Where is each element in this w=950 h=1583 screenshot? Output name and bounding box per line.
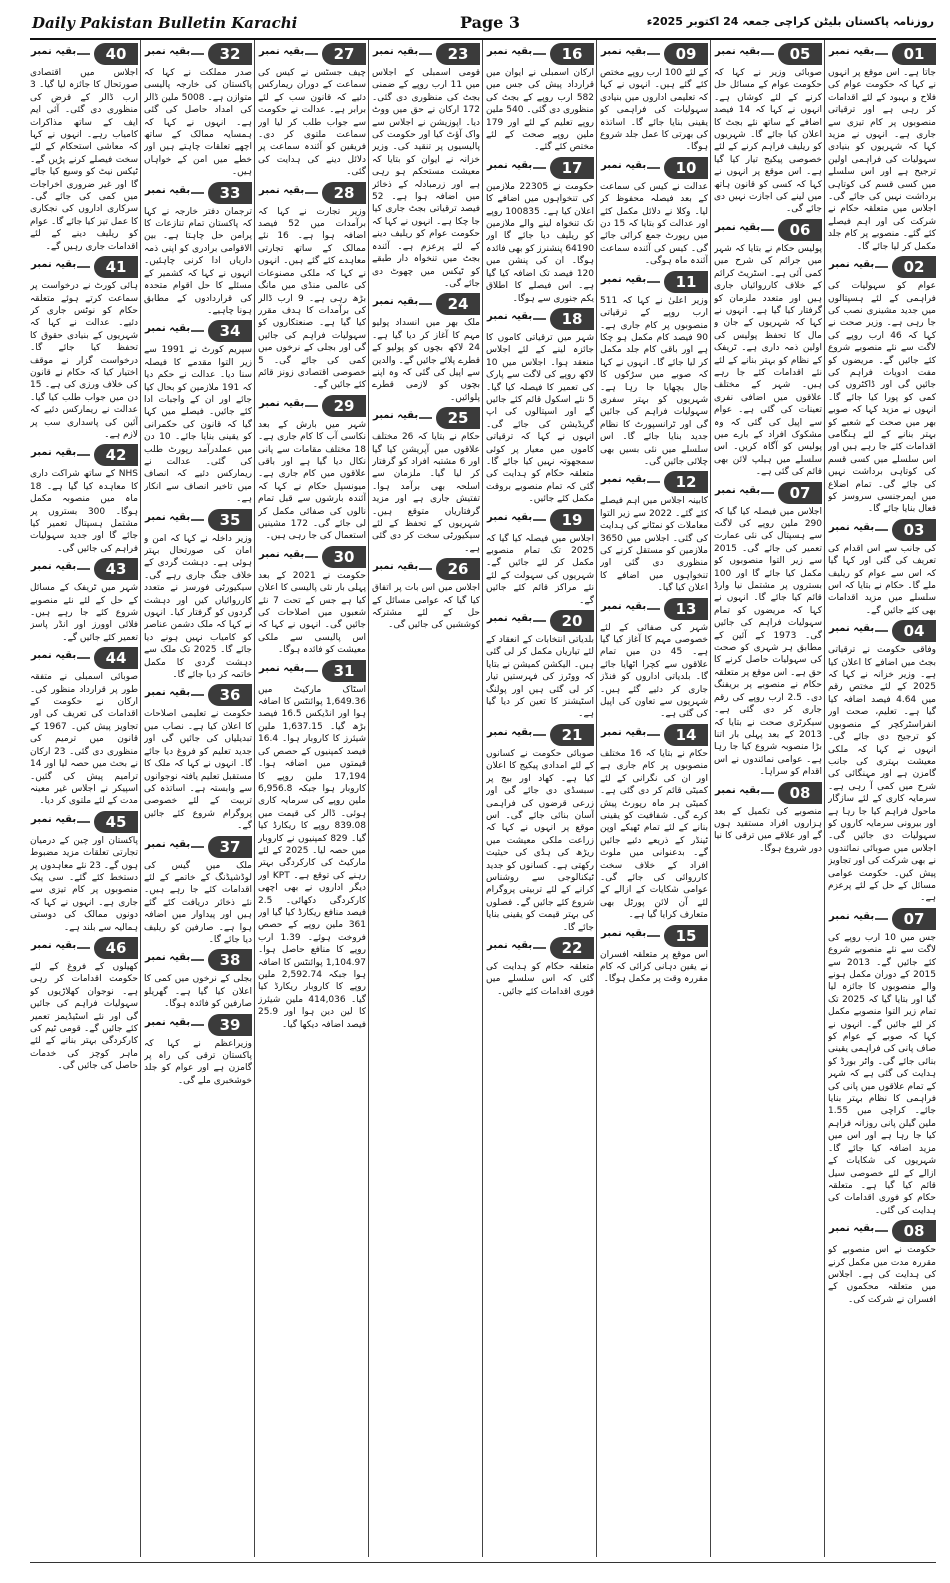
entry-number-badge: 21 [550, 724, 594, 746]
entry-label: بقیہ نمبر [373, 561, 419, 573]
entry-number-badge: 43 [94, 558, 138, 580]
entry-label: بقیہ نمبر [487, 511, 533, 523]
entry-number-badge: 36 [208, 684, 252, 706]
entry-number-badge: 40 [94, 43, 138, 65]
entry-label: بقیہ نمبر [829, 1223, 875, 1235]
entry-text: کھیلوں کے فروغ کے لئے حکومت اقدامات کر رہی ہے۔ نوجوان کھلاڑیوں کو سہولیات فراہم کی جائیں گی اور نئے اسٹیڈیمز تعمیر کئے جائیں گے۔ قومی ٹیم کی کارکردگی بہتر بنانے کے لئے ماہر کوچز کی خدمات حاصل کی جائیں گی۔ [30, 961, 138, 1072]
entry-text: اجلاس میں فیصلہ کیا گیا کہ 290 ملین روپے کی لاگت سے ہسپتال کی نئی عمارت تعمیر کی جائے گی۔ 2015 سے زیر التوا منصوبوں کو مکمل کیا جائے گا اور 100 بستروں پر مشتمل نیا وارڈ قائم کیا جائے گا۔ انہوں نے کہا کہ مریضوں کو تمام سہولیات فراہم کی جائیں گی۔ 1973 کے آئین کے مطابق ہر شہری کو صحت کی سہولیات حاصل کرنے کا حق ہے۔ اس موقع پر متعلقہ حکام نے منصوبے پر بریفنگ دی۔ 2.5 ارب روپے کی رقم جاری کر دی گئی ہے۔ سیکرٹری صحت نے بتایا کہ 2013 کے بعد پہلی بار اتنا بڑا منصوبہ شروع کیا جا رہا ہے۔ عوامی نمائندوں نے اس اقدام کو سراہا۔ [714, 506, 822, 778]
entry-number-badge: 15 [664, 925, 708, 947]
entry-label: بقیہ نمبر [715, 221, 761, 233]
entry-label: بقیہ نمبر [145, 687, 191, 699]
entry-text: صوبائی اسمبلی نے متفقہ طور پر قرارداد منظور کی۔ ارکان نے حکومت کے اقدامات کی تعریف کی اور تجاویز پیش کیں۔ 1967 کے قانون میں ترمیم کی منظوری دی گئی۔ 23 ارکان نے بحث میں حصہ لیا اور 14 ترامیم پیش کی گئیں۔ اسپیکر نے اجلاس غیر معینہ مدت کے لئے ملتوی کر دیا۔ [30, 672, 138, 807]
news-column [258, 40, 366, 1557]
entry-label: بقیہ نمبر [601, 927, 647, 939]
entry-number-badge: 23 [436, 43, 480, 65]
entry-number-badge: 35 [208, 509, 252, 531]
entry-label: بقیہ نمبر [829, 259, 875, 271]
entry-number-header [600, 157, 708, 179]
entry-label: بقیہ نمبر [373, 296, 419, 308]
entry-number-header [600, 271, 708, 293]
entry-number-badge: 11 [664, 271, 708, 293]
entry-number-header [258, 43, 366, 65]
column-rule [596, 40, 597, 1557]
entry-text: ملک میں گیس کی لوڈشیڈنگ کے خاتمے کے لئے اقدامات کئے جا رہے ہیں۔ نئے ذخائر دریافت کئے گئے ہیں اور پیداوار میں اضافہ ہوا ہے۔ صارفین کو ریلیف دیا جائے گا۔ [144, 860, 252, 945]
entry-number-header [30, 43, 138, 65]
entry-number-badge: 44 [94, 647, 138, 669]
entry-number-badge: 27 [322, 43, 366, 65]
publication-title: Daily Pakistan Bulletin Karachi [32, 14, 298, 32]
entry-number-header [144, 43, 252, 65]
news-columns [30, 40, 936, 1557]
entry-number-header [30, 256, 138, 278]
entry-number-header [828, 43, 936, 65]
entry-label: بقیہ نمبر [373, 46, 419, 57]
entry-label: بقیہ نمبر [31, 46, 77, 57]
entry-number-header [600, 724, 708, 746]
entry-number-badge: 28 [322, 182, 366, 204]
entry-number-badge: 31 [322, 660, 366, 682]
entry-number-header [486, 157, 594, 179]
entry-number-header [30, 444, 138, 466]
entry-number-header [600, 925, 708, 947]
entry-number-header [30, 937, 138, 959]
entry-text: اجلاس میں اس بات پر اتفاق کیا گیا کہ عوامی مسائل کے حل کے لئے مشترکہ کوششیں کی جائیں گی۔ [372, 583, 480, 631]
entry-number-header [714, 219, 822, 241]
entry-text: پولیس حکام نے بتایا کہ شہر میں جرائم کی شرح میں کمی آئی ہے۔ اسٹریٹ کرائم کے خلاف کارروائیاں جاری ہیں اور متعدد ملزمان کو گرفتار کیا گیا ہے۔ انہوں نے کہا کہ شہریوں کے جان و مال کا تحفظ پولیس کی اولین ذمہ داری ہے۔ ٹریفک کے نظام کو بہتر بنانے کے لئے نئے اقدامات کئے جا رہے ہیں۔ شہر کے مختلف علاقوں میں اضافی نفری تعینات کی گئی ہے۔ عوام سے اپیل کی گئی کہ وہ مشکوک افراد کے بارے میں پولیس کو آگاہ کریں۔ اس سلسلے میں ہیلپ لائن بھی قائم کی گئی ہے۔ [714, 243, 822, 478]
entry-text: حکومت نے 2021 کے بعد پہلی بار نئی پالیسی کا اعلان کیا ہے جس کے تحت 7 نئے شعبوں میں اصلاحات کی جائیں گی۔ انہوں نے کہا کہ اس پالیسی سے ملکی معیشت کو فائدہ ہوگا۔ [258, 570, 366, 656]
news-column [486, 40, 594, 1557]
entry-label: بقیہ نمبر [601, 600, 647, 612]
entry-text: وزیراعظم نے کہا کہ پاکستان ترقی کی راہ پر گامزن ہے اور عوام کو جلد خوشخبری ملے گی۔ [144, 1038, 252, 1086]
entry-text: کی جانب سے اس اقدام کی تعریف کی گئی اور کہا گیا کہ اس سے عوام کو ریلیف ملے گا۔ حکام نے بتایا کہ اس سلسلے میں مزید اقدامات بھی کئے جائیں گے۔ [828, 543, 936, 616]
entry-number-header [372, 558, 480, 580]
entry-text: ارکان اسمبلی نے ایوان میں قرارداد پیش کی جس میں 582 ارب روپے کے بجٹ کی منظوری دی گئی۔ 540 ملین روپے تعلیم کے لئے اور 179 ملین روپے صحت کے لئے مختص کئے گئے۔ [486, 68, 594, 153]
entry-text: حکومت نے اس منصوبے کو مقررہ مدت میں مکمل کرنے کی ہدایت کی ہے۔ اجلاس میں متعلقہ محکموں کے افسران نے شرکت کی۔ [828, 1245, 936, 1305]
entry-number-header [144, 836, 252, 858]
entry-number-badge: 06 [778, 219, 822, 241]
news-column [600, 40, 708, 1557]
entry-label: بقیہ نمبر [259, 397, 305, 409]
entry-number-header [486, 724, 594, 746]
entry-label: بقیہ نمبر [601, 46, 647, 57]
entry-number-header [144, 1014, 252, 1036]
entry-text: NHS کے ساتھ شراکت داری کا معاہدہ کیا گیا ہے۔ 18 ماہ میں منصوبہ مکمل ہوگا۔ 300 بستروں پر مشتمل ہسپتال تعمیر کیا جائے گا اور جدید سہولیات فراہم کی جائیں گی۔ [30, 469, 138, 554]
entry-number-header [258, 660, 366, 682]
entry-number-badge: 07 [892, 908, 936, 930]
news-column [30, 40, 138, 1557]
entry-text: شہر میں بارش کے بعد نکاسی آب کا کام جاری ہے۔ 18 مختلف مقامات سے پانی نکال دیا گیا ہے اور باقی علاقوں میں کام جاری ہے۔ میونسپل حکام نے کہا کہ آئندہ بارشوں سے قبل تمام نالوں کی صفائی مکمل کر لی جائے گی۔ 172 مشینیں استعمال کی جا رہی ہیں۔ [258, 419, 366, 542]
entry-number-badge: 04 [892, 620, 936, 642]
entry-text: عوام کو سہولیات کی فراہمی کے لئے ہسپتالوں میں جدید مشینری نصب کی جا رہی ہے۔ وزیر صحت نے کہا کہ 46 ارب روپے کی لاگت سے نئے منصوبے شروع کئے جائیں گے۔ مریضوں کو مفت ادویات فراہم کی جائیں گی اور ڈاکٹروں کی کمی کو پورا کیا جائے گا۔ انہوں نے مزید کہا کہ صوبے بھر میں صحت کے شعبے کو بہتر بنانے کے لئے ہنگامی اقدامات کئے جا رہے ہیں اور اس سلسلے میں کسی قسم کی کوتاہی برداشت نہیں کی جائے گی۔ تمام اضلاع میں ایمرجنسی سروسز کو فعال بنایا جائے گا۔ [828, 281, 936, 515]
entry-text: قومی اسمبلی کے اجلاس میں 11 ارب روپے کے ضمنی بجٹ کی منظوری دی گئی۔ 172 ارکان نے حق میں ووٹ دیا۔ اپوزیشن نے اجلاس سے واک آؤٹ کیا اور حکومت کی پالیسیوں پر تنقید کی۔ وزیر خزانہ نے ایوان کو بتایا کہ معیشت مستحکم ہو رہی ہے اور زرمبادلہ کے ذخائر میں اضافہ ہوا ہے۔ 52 فیصد ترقیاتی بجٹ جاری کیا جا چکا ہے۔ انہوں نے کہا کہ حکومت عوام کو ریلیف دینے کے لئے پرعزم ہے۔ آئندہ بجٹ میں تنخواہ دار طبقے کو ٹیکس میں چھوٹ دی جائے گی۔ [372, 68, 480, 289]
entry-number-badge: 42 [94, 444, 138, 466]
news-column [144, 40, 252, 1557]
entry-text: بجلی کے نرخوں میں کمی کا اعلان کیا گیا ہے۔ گھریلو صارفین کو فائدہ ہوگا۔ [144, 974, 252, 1010]
entry-label: بقیہ نمبر [145, 952, 191, 964]
entry-number-badge: 30 [322, 546, 366, 568]
entry-text: وزیر اعلیٰ نے کہا کہ 511 ارب روپے کے ترقیاتی منصوبوں پر کام جاری ہے۔ 90 فیصد کام مکمل ہو چکا ہے اور باقی کام جلد مکمل کر لیا جائے گا۔ انہوں نے کہا کہ صوبے میں سڑکوں کا جال بچھایا جا رہا ہے۔ شہریوں کو بہتر سفری سہولیات فراہم کی جائیں گی اور ٹرانسپورٹ کا نظام جدید بنایا جائے گا۔ اس سلسلے میں نئی بسیں بھی چلائی جائیں گی۔ [600, 295, 708, 467]
entry-number-badge: 37 [208, 836, 252, 858]
page-number: Page 3 [460, 13, 521, 32]
entry-number-header [828, 620, 936, 642]
entry-label: بقیہ نمبر [145, 511, 191, 523]
entry-label: بقیہ نمبر [31, 650, 77, 662]
entry-number-header [828, 908, 936, 930]
entry-number-header [144, 182, 252, 204]
entry-number-header [600, 43, 708, 65]
entry-label: بقیہ نمبر [259, 548, 305, 560]
entry-number-badge: 34 [208, 320, 252, 342]
entry-label: بقیہ نمبر [829, 521, 875, 533]
entry-number-header [486, 610, 594, 632]
entry-text: ترجمان دفتر خارجہ نے کہا کہ پاکستان تمام تنازعات کا پرامن حل چاہتا ہے۔ بین الاقوامی برادری کو اپنی ذمہ داریاں ادا کرنی چاہئیں۔ انہوں نے کہا کہ کشمیر کے مسئلے کا حل اقوام متحدہ کی قراردادوں کے مطابق ہونا چاہیے۔ [144, 206, 252, 316]
entry-label: بقیہ نمبر [487, 726, 533, 738]
entry-label: بقیہ نمبر [601, 273, 647, 285]
entry-label: بقیہ نمبر [601, 159, 647, 171]
entry-number-badge: 12 [664, 471, 708, 493]
entry-label: بقیہ نمبر [259, 184, 305, 196]
entry-number-header [144, 949, 252, 971]
entry-number-header [714, 782, 822, 804]
entry-text: کابینہ اجلاس میں اہم فیصلے کئے گئے۔ 2022 سے زیر التوا معاملات کو نمٹانے کی ہدایت کی گئی۔ اجلاس میں 3650 ملازمین کو مستقل کرنے کی منظوری دی گئی اور تنخواہوں میں اضافے کا اعلان کیا گیا۔ [600, 496, 708, 594]
entry-text: عدالت نے کیس کی سماعت کے بعد فیصلہ محفوظ کر لیا۔ وکلا نے دلائل مکمل کئے اور عدالت کو بتایا کہ 15 دن میں رپورٹ جمع کرائی جائے گی۔ کیس کی آئندہ سماعت آئندہ ماہ ہوگی۔ [600, 181, 708, 267]
entry-number-badge: 45 [94, 811, 138, 833]
entry-number-badge: 22 [550, 937, 594, 959]
entry-number-header [828, 519, 936, 541]
entry-text: اجلاس میں اقتصادی صورتحال کا جائزہ لیا گیا۔ 3 ارب ڈالر کے قرض کی منظوری دی گئی۔ آئی ایم ایف کے ساتھ مذاکرات کامیاب رہے۔ انہوں نے کہا کہ معاشی استحکام کے لئے سخت فیصلے کرنے پڑیں گے۔ ٹیکس نیٹ کو وسیع کیا جائے گا اور غیر ضروری اخراجات میں کمی کی جائے گی۔ سرکاری اداروں کی نجکاری کا عمل تیز کیا جائے گا۔ عوام کو ریلیف دینے کے لئے اقدامات جاری رہیں گے۔ [30, 68, 138, 252]
entry-text: جس میں 10 ارب روپے کی لاگت سے نئے منصوبے شروع کئے جائیں گے۔ 2013 سے 2015 کے دوران مکمل ہونے والے منصوبوں کا جائزہ لیا گیا اور بتایا گیا کہ 2025 تک تمام زیر التوا منصوبے مکمل کر لئے جائیں گے۔ انہوں نے کہا کہ صوبے کے عوام کو صاف پانی کی فراہمی یقینی بنائی جائے گی۔ واٹر بورڈ کو ہدایت کی گئی ہے کہ شہر کے تمام علاقوں میں پانی کی فراہمی کا نظام بہتر بنایا جائے۔ کراچی میں 1.55 ملین گیلن پانی روزانہ فراہم کیا جا رہا ہے اور اس میں مزید اضافہ کیا جائے گا۔ شہریوں کی شکایات کے ازالے کے لئے خصوصی سیل قائم کیا گیا ہے۔ متعلقہ حکام کو فوری اقدامات کی ہدایت کی گئی۔ [828, 932, 936, 1216]
entry-number-badge: 05 [778, 43, 822, 65]
entry-number-header [372, 293, 480, 315]
entry-text: صدر مملکت نے کہا کہ پاکستان کی خارجہ پالیسی متوازن ہے۔ 5008 ملین ڈالر کی امداد حاصل کی گئی ہے۔ انہوں نے کہا کہ ہمسایہ ممالک کے ساتھ اچھے تعلقات چاہتے ہیں اور خطے میں امن کے خواہاں ہیں۔ [144, 68, 252, 178]
entry-text: حکام نے بتایا کہ 26 مختلف علاقوں میں آپریشن کیا گیا اور 6 مشتبہ افراد کو گرفتار کر لیا گیا۔ ملزمان سے اسلحہ بھی برآمد ہوا۔ تفتیش جاری ہے اور مزید گرفتاریاں متوقع ہیں۔ شہریوں کے تحفظ کے لئے سیکیورٹی سخت کر دی گئی ہے۔ [372, 432, 480, 554]
entry-number-badge: 25 [436, 407, 480, 429]
entry-number-header [828, 1220, 936, 1242]
entry-number-header [30, 647, 138, 669]
entry-label: بقیہ نمبر [259, 662, 305, 674]
entry-number-header [144, 320, 252, 342]
entry-text: صوبائی وزیر نے کہا کہ حکومت عوام کے مسائل حل کرنے کے لئے کوشاں ہے۔ انہوں نے کہا کہ 14 فیصد اضافے کے ساتھ نئے بجٹ کا اعلان کیا جائے گا۔ شہریوں کو ریلیف فراہم کرنے کے لئے خصوصی پیکیج تیار کیا گیا ہے۔ اس موقع پر انہوں نے کہا کہ کسی کو قانون ہاتھ میں لینے کی اجازت نہیں دی جائے گی۔ [714, 68, 822, 215]
entry-number-badge: 08 [778, 782, 822, 804]
entry-label: بقیہ نمبر [31, 447, 77, 459]
entry-label: بقیہ نمبر [829, 910, 875, 922]
entry-number-badge: 29 [322, 395, 366, 417]
entry-label: بقیہ نمبر [31, 939, 77, 951]
entry-number-header [30, 558, 138, 580]
entry-number-badge: 18 [550, 308, 594, 330]
entry-text: بلدیاتی انتخابات کے انعقاد کے لئے تیاریاں مکمل کر لی گئی ہیں۔ الیکشن کمیشن نے بتایا کہ ووٹرز کی فہرستیں تیار کر لی گئی ہیں اور پولنگ اسٹیشنز کا تعین کر دیا گیا ہے۔ [486, 635, 594, 720]
entry-number-badge: 03 [892, 519, 936, 541]
entry-number-badge: 10 [664, 157, 708, 179]
entry-label: بقیہ نمبر [487, 46, 533, 57]
entry-number-badge: 26 [436, 558, 480, 580]
entry-number-badge: 14 [664, 724, 708, 746]
entry-text: چیف جسٹس نے کیس کی سماعت کے دوران ریمارکس دئیے کہ قانون سب کے لئے برابر ہے۔ عدالت نے حکومت سے جواب طلب کر لیا اور سماعت ملتوی کر دی۔ فریقین کو آئندہ سماعت پر دلائل دینے کی ہدایت کی گئی۔ [258, 68, 366, 178]
column-rule [368, 40, 369, 1557]
column-rule [710, 40, 711, 1557]
entry-number-badge: 20 [550, 610, 594, 632]
entry-label: بقیہ نمبر [145, 184, 191, 196]
entry-label: بقیہ نمبر [829, 46, 875, 57]
entry-number-badge: 17 [550, 157, 594, 179]
entry-number-badge: 13 [664, 598, 708, 620]
entry-number-badge: 19 [550, 509, 594, 531]
entry-text: حکومت نے 22305 ملازمین کی تنخواہوں میں اضافے کا اعلان کیا ہے۔ 100835 روپے تک تنخواہ لینے والے ملازمین کو ریلیف دیا جائے گا اور 64190 پنشنرز کو بھی فائدہ ہوگا۔ ان کی پنشن میں 120 فیصد تک اضافہ کیا گیا ہے۔ اس فیصلے کا اطلاق یکم جنوری سے ہوگا۔ [486, 181, 594, 304]
entry-number-header [486, 308, 594, 330]
entry-number-header [828, 256, 936, 278]
entry-label: بقیہ نمبر [487, 939, 533, 951]
entry-label: بقیہ نمبر [487, 159, 533, 171]
entry-text: کے لئے 100 ارب روپے مختص کئے گئے ہیں۔ انہوں نے کہا کہ تعلیمی اداروں میں بنیادی سہولیات کی فراہمی کو یقینی بنایا جائے گا۔ اساتذہ کی بھرتی کا عمل جلد شروع ہوگا۔ [600, 68, 708, 153]
entry-number-header [714, 482, 822, 504]
entry-label: بقیہ نمبر [145, 46, 191, 57]
entry-number-header [258, 546, 366, 568]
entry-number-header [372, 43, 480, 65]
entry-label: بقیہ نمبر [715, 46, 761, 57]
entry-number-badge: 02 [892, 256, 936, 278]
entry-number-header [144, 509, 252, 531]
entry-text: جاتا ہے۔ اس موقع پر انہوں نے کہا کہ حکومت عوام کی فلاح و بہبود کے لئے اقدامات کر رہی ہے اور ترقیاتی منصوبوں پر کام تیزی سے جاری ہے۔ انہوں نے مزید کہا کہ شہریوں کو بنیادی سہولیات کی فراہمی اولین ترجیح ہے اور اس سلسلے میں کسی قسم کی کوتاہی برداشت نہیں کی جائے گی۔ اجلاس میں متعلقہ حکام نے شرکت کی اور اہم فیصلے کئے گئے۔ منصوبے پر کام جلد مکمل کر لیا جائے گا۔ [828, 68, 936, 252]
entry-number-badge: 16 [550, 43, 594, 65]
entry-number-badge: 01 [892, 43, 936, 65]
entry-number-header [372, 407, 480, 429]
entry-label: بقیہ نمبر [31, 561, 77, 573]
entry-number-badge: 09 [664, 43, 708, 65]
entry-text: وفاقی حکومت نے ترقیاتی بجٹ میں اضافے کا اعلان کیا ہے۔ وزیر خزانہ نے کہا کہ 2025 کے لئے مختص رقم میں 4.64 فیصد اضافہ کیا گیا ہے۔ تعلیم، صحت اور انفراسٹرکچر کے منصوبوں کو ترجیح دی جائے گی۔ انہوں نے کہا کہ ملکی معیشت بہتری کی جانب گامزن ہے اور مہنگائی کی شرح میں کمی آ رہی ہے۔ سرمایہ کاری کے لئے سازگار ماحول فراہم کیا جا رہا ہے اور بیرونی سرمایہ کاروں کو سہولیات دی جائیں گی۔ اجلاس میں صوبائی نمائندوں نے بھی شرکت کی اور تجاویز پیش کیں۔ حکومت عوامی مسائل کے حل کے لئے پرعزم ہے۔ [828, 645, 936, 904]
entry-number-badge: 32 [208, 43, 252, 65]
entry-label: بقیہ نمبر [601, 726, 647, 738]
entry-text: اسٹاک مارکیٹ میں 1,649.36 پوائنٹس کا اضافہ ہوا اور انڈیکس 16.5 فیصد بڑھ گیا۔ 1,637.15 ملین شیئرز کا کاروبار ہوا۔ 16.4 فیصد کمپنیوں کے حصص کی قیمتوں میں اضافہ ہوا۔ 17,194 ملین روپے کا کاروبار ہوا جبکہ 6,956.8 ملین روپے کی سرمایہ کاری ہوئی۔ ڈالر کی قیمت میں 839.08 روپے کا ریکارڈ کیا گیا۔ 829 کمپنیوں نے کاروبار میں حصہ لیا۔ 2025 کے لئے مارکیٹ کی کارکردگی بہتر رہنے کی توقع ہے۔ KPT اور دیگر اداروں نے بھی اچھی کارکردگی دکھائی۔ 2.5 فیصد منافع ریکارڈ کیا گیا اور 361 ملین روپے کے حصص فروخت ہوئے۔ 1.39 ارب روپے کا منافع حاصل ہوا۔ 1,104.97 پوائنٹس کا اضافہ ہوا جبکہ 2,592.74 ملین روپے کا کاروبار ریکارڈ کیا گیا۔ 414,036 ملین شیئرز کا لین دین ہوا اور 25.9 فیصد اضافہ دیکھا گیا۔ [258, 684, 366, 1030]
column-rule [482, 40, 483, 1557]
entry-number-badge: 08 [892, 1220, 936, 1242]
news-column [828, 40, 936, 1557]
entry-number-badge: 33 [208, 182, 252, 204]
entry-text: منصوبے کی تکمیل کے بعد ہزاروں افراد مستفید ہوں گے اور علاقے میں ترقی کا نیا دور شروع ہوگا۔ [714, 806, 822, 854]
column-rule [254, 40, 255, 1557]
entry-number-badge: 41 [94, 256, 138, 278]
entry-label: بقیہ نمبر [715, 484, 761, 496]
entry-label: بقیہ نمبر [373, 410, 419, 422]
entry-number-header [486, 937, 594, 959]
entry-label: بقیہ نمبر [31, 813, 77, 825]
entry-number-header [600, 471, 708, 493]
entry-number-header [486, 509, 594, 531]
entry-label: بقیہ نمبر [259, 46, 305, 57]
entry-label: بقیہ نمبر [145, 1016, 191, 1028]
entry-text: شہر میں ٹریفک کے مسائل کے حل کے لئے نئے منصوبے شروع کئے جا رہے ہیں۔ فلائی اوورز اور انڈر پاسز تعمیر کئے جائیں گے۔ [30, 583, 138, 643]
entry-number-header [258, 182, 366, 204]
entry-text: وزیر تجارت نے کہا کہ برآمدات میں 52 فیصد اضافہ ہوا ہے۔ 16 نئے ممالک کے ساتھ تجارتی معاہدے کئے گئے ہیں۔ انہوں نے کہا کہ ملکی مصنوعات کی عالمی منڈی میں مانگ بڑھ رہی ہے۔ 9 ارب ڈالر کی برآمدات کا ہدف مقرر کیا گیا ہے۔ صنعتکاروں کو سہولیات فراہم کی جائیں گی اور بجلی کے نرخوں میں کمی کی جائے گی۔ 5 خصوصی اقتصادی زونز قائم کئے جائیں گے۔ [258, 206, 366, 391]
entry-number-header [486, 43, 594, 65]
entry-text: حکام نے بتایا کہ 16 مختلف منصوبوں پر کام جاری ہے اور ان کی نگرانی کے لئے کمیٹی قائم کر دی گئی ہے۔ کمیٹی ہر ماہ رپورٹ پیش کرے گی۔ شفافیت کو یقینی بنانے کے لئے تمام ٹھیکے اوپن ٹینڈر کے ذریعے دئیے جائیں گے۔ بدعنوانی میں ملوث افراد کے خلاف سخت کارروائی کی جائے گی۔ عوامی شکایات کے ازالے کے لئے آن لائن پورٹل بھی متعارف کرایا گیا ہے۔ [600, 748, 708, 921]
entry-text: ہائی کورٹ نے درخواست پر سماعت کرتے ہوئے متعلقہ حکام کو نوٹس جاری کر دئیے۔ عدالت نے کہا کہ شہریوں کے بنیادی حقوق کا تحفظ کیا جائے گا۔ درخواست گزار نے موقف اختیار کیا کہ حکام نے قانون کی خلاف ورزی کی ہے۔ 15 دن میں جواب طلب کیا گیا۔ عدالت نے ریمارکس دئیے کہ آئین کی پاسداری سب پر لازم ہے۔ [30, 281, 138, 440]
entry-label: بقیہ نمبر [31, 259, 77, 271]
entry-text: اس موقع پر متعلقہ افسران نے یقین دہانی کرائی کہ کام مقررہ وقت پر مکمل ہوگا۔ [600, 949, 708, 985]
entry-number-badge: 24 [436, 293, 480, 315]
entry-text: شہر کی صفائی کے لئے خصوصی مہم کا آغاز کیا گیا ہے۔ 45 دن میں تمام علاقوں سے کچرا اٹھایا جائے گا۔ بلدیاتی اداروں کو فنڈز جاری کر دئیے گئے ہیں۔ شہریوں سے تعاون کی اپیل کی گئی ہے۔ [600, 622, 708, 720]
entry-number-header [600, 598, 708, 620]
entry-number-header [714, 43, 822, 65]
entry-number-header [30, 811, 138, 833]
entry-text: حکومت نے تعلیمی اصلاحات کا اعلان کیا ہے۔ نصاب میں تبدیلیاں کی جائیں گی اور جدید تعلیم کو فروغ دیا جائے گا۔ انہوں نے کہا کہ ملک کا مستقبل تعلیم یافتہ نوجوانوں سے وابستہ ہے۔ اساتذہ کی تربیت کے لئے خصوصی پروگرام شروع کئے جائیں گے۔ [144, 709, 252, 832]
entry-number-badge: 07 [778, 482, 822, 504]
footer-rule [30, 1562, 936, 1563]
entry-text: سپریم کورٹ نے 1991 سے زیر التوا مقدمے کا فیصلہ سنا دیا۔ عدالت نے حکم دیا کہ 191 ملازمین کو بحال کیا جائے اور ان کے واجبات ادا کئے جائیں۔ فیصلے میں کہا گیا کہ قانون کی حکمرانی کو یقینی بنایا جائے۔ 10 دن میں عملدرآمد رپورٹ طلب کی گئی۔ عدالت نے ریمارکس دئیے کہ انصاف میں تاخیر انصاف سے انکار ہے۔ [144, 345, 252, 505]
column-rule [824, 40, 825, 1557]
entry-number-badge: 39 [208, 1014, 252, 1036]
entry-number-badge: 38 [208, 949, 252, 971]
date-line: روزنامہ پاکستان بلیٹن کراچی جمعہ 24 اکتوبر 2025ء [646, 15, 934, 28]
entry-label: بقیہ نمبر [145, 323, 191, 335]
entry-text: شہر میں ترقیاتی کاموں کا جائزہ لینے کے لئے اجلاس منعقد ہوا۔ اجلاس میں 10 لاکھ روپے کی لاگت سے پارک کی تعمیر کا فیصلہ کیا گیا۔ 5 نئے اسکول قائم کئے جائیں گے اور اسپتالوں کی اپ گریڈیشن کی جائے گی۔ انہوں نے کہا کہ ترقیاتی کاموں میں معیار پر کوئی سمجھوتہ نہیں کیا جائے گا۔ متعلقہ حکام کو ہدایت کی گئی کہ تمام منصوبے بروقت مکمل کئے جائیں۔ [486, 332, 594, 505]
masthead [30, 10, 936, 40]
entry-label: بقیہ نمبر [145, 838, 191, 850]
entry-number-header [258, 395, 366, 417]
entry-label: بقیہ نمبر [715, 784, 761, 796]
entry-text: پاکستان اور چین کے درمیان تجارتی تعلقات مزید مضبوط ہوں گے۔ 23 نئے معاہدوں پر دستخط کئے گئے۔ سی پیک منصوبوں پر کام تیزی سے جاری ہے۔ انہوں نے کہا کہ دونوں ممالک کی دوستی ہمالیہ سے بلند ہے۔ [30, 835, 138, 933]
entry-label: بقیہ نمبر [487, 310, 533, 322]
entry-text: ملک بھر میں انسداد پولیو مہم کا آغاز کر دیا گیا ہے۔ 24 لاکھ بچوں کو پولیو کے قطرے پلائے جائیں گے۔ والدین سے اپیل کی گئی کہ وہ اپنے بچوں کو لازمی قطرے پلوائیں۔ [372, 318, 480, 403]
entry-label: بقیہ نمبر [601, 474, 647, 486]
entry-text: اجلاس میں فیصلہ کیا گیا کہ 2025 تک تمام منصوبے مکمل کر لئے جائیں گے۔ شہریوں کی سہولت کے لئے نئے مراکز قائم کئے جائیں گے۔ [486, 533, 594, 606]
entry-number-badge: 46 [94, 937, 138, 959]
entry-text: وزیر داخلہ نے کہا کہ امن و امان کی صورتحال بہتر ہوئی ہے۔ دہشت گردی کے خلاف جنگ جاری رہے گی۔ سیکیورٹی فورسز نے متعدد کارروائیاں کیں اور دہشت گردوں کو گرفتار کیا۔ انہوں نے کہا کہ ملک دشمن عناصر کو کامیاب نہیں ہونے دیا جائے گا۔ 2025 تک ملک سے دہشت گردی کا مکمل خاتمہ کر دیا جائے گا۔ [144, 533, 252, 681]
news-column [372, 40, 480, 1557]
entry-text: صوبائی حکومت نے کسانوں کے لئے امدادی پیکیج کا اعلان کیا ہے۔ کھاد اور بیج پر سبسڈی دی جائے گی اور زرعی قرضوں کی فراہمی آسان بنائی جائے گی۔ اس موقع پر انہوں نے کہا کہ زراعت ملکی معیشت میں ریڑھ کی ہڈی کی حیثیت رکھتی ہے۔ کسانوں کو جدید ٹیکنالوجی سے روشناس کرانے کے لئے تربیتی پروگرام شروع کئے جائیں گے۔ فصلوں کی بہتر قیمت کو یقینی بنایا جائے گا۔ [486, 748, 594, 933]
entry-label: بقیہ نمبر [487, 613, 533, 625]
column-rule [140, 40, 141, 1557]
news-column [714, 40, 822, 1557]
entry-label: بقیہ نمبر [829, 623, 875, 635]
entry-number-header [144, 684, 252, 706]
entry-text: متعلقہ حکام کو ہدایت کی گئی کہ اس سلسلے میں فوری اقدامات کئے جائیں۔ [486, 961, 594, 997]
